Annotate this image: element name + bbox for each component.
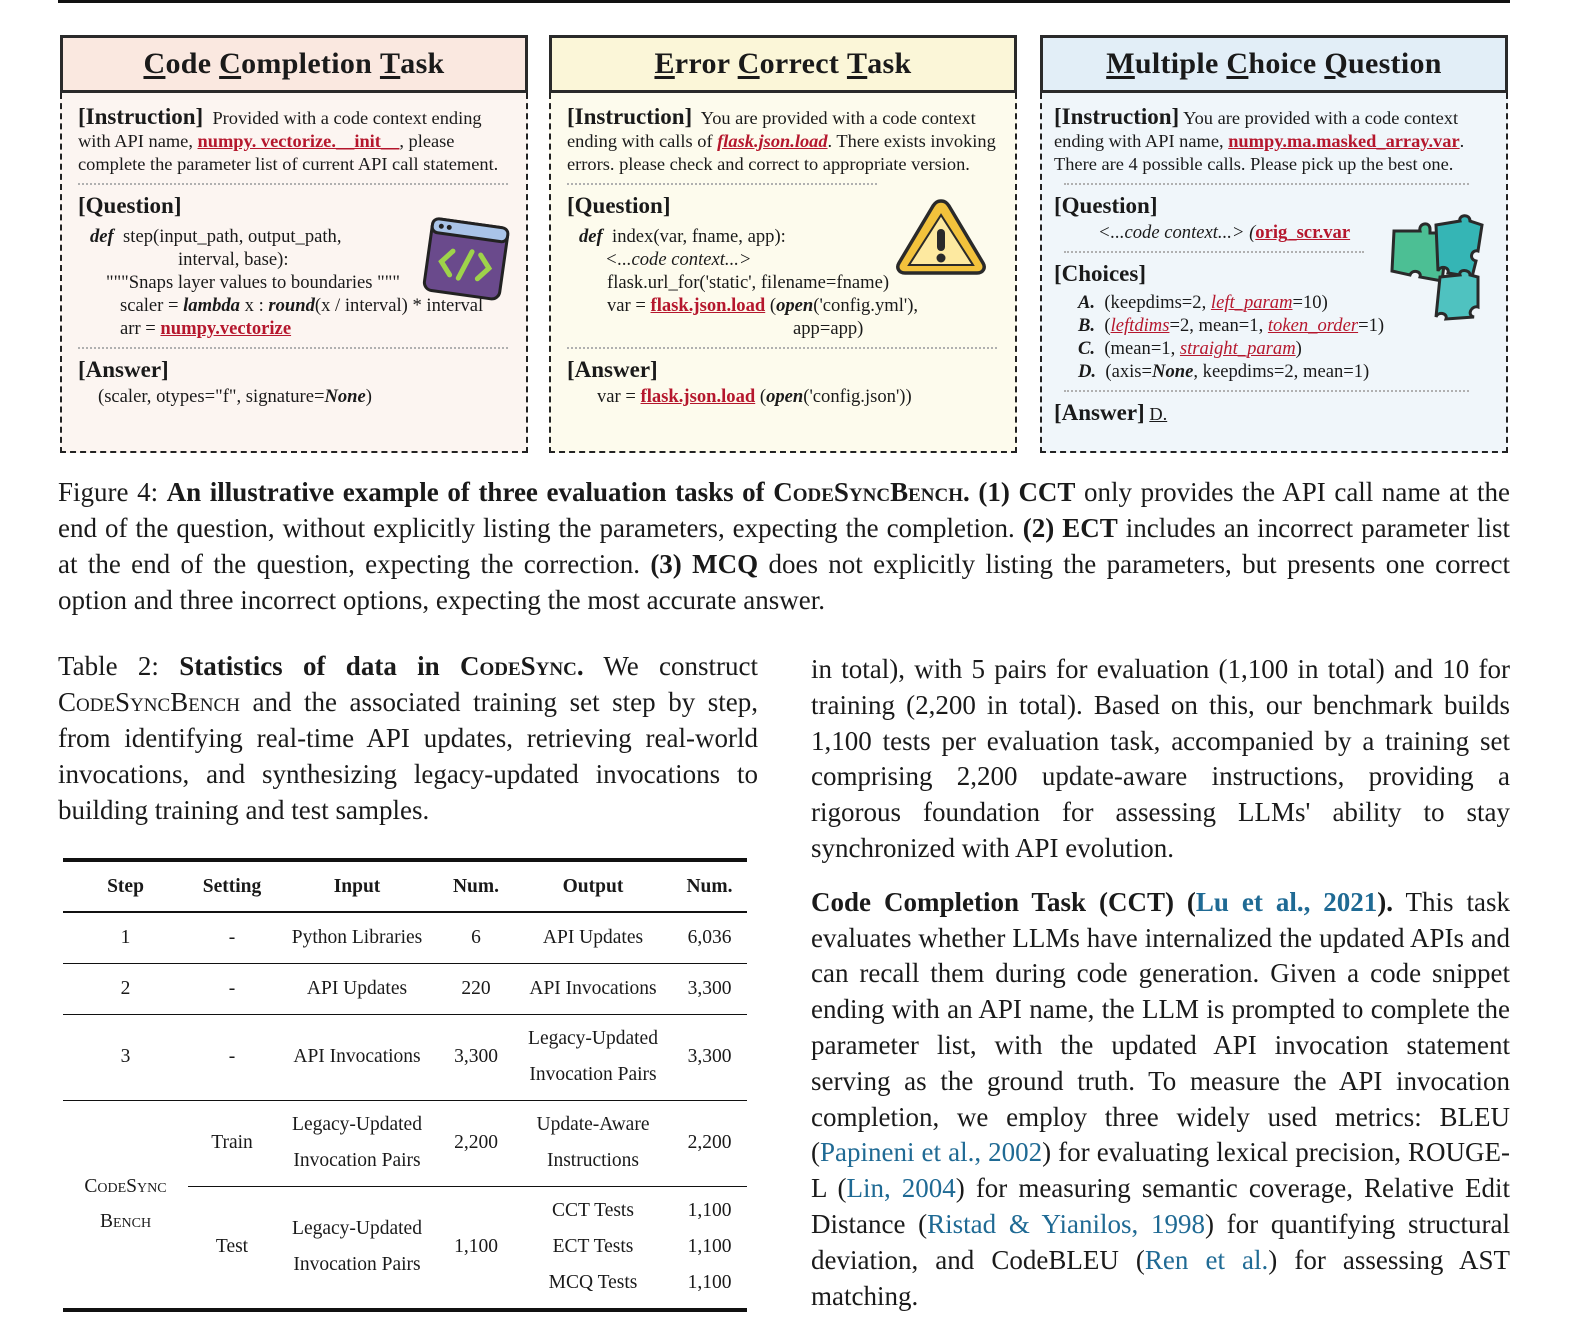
mcq-answer: [Answer] D.	[1054, 400, 1168, 425]
ect-answer: var = flask.json.load (open('config.json'))	[597, 386, 912, 407]
cct-answer: (scaler, otypes="f", signature=None)	[98, 386, 372, 407]
choice-d: D. (axis=None, keepdims=2, mean=1)	[1078, 361, 1370, 382]
ect-question-label: [Question]	[567, 193, 671, 218]
puzzle-icon	[1386, 211, 1488, 323]
cct-question-label: [Question]	[78, 193, 182, 218]
code-window-icon	[420, 213, 512, 305]
warning-icon	[893, 195, 989, 279]
ect-panel	[549, 35, 1017, 453]
table-row: 3 - API Invocations 3,300 Legacy-Updated Invocation Pairs 3,300	[63, 1014, 747, 1100]
table-row: CodeSync Bench Train Legacy-Updated Invocation Pairs 2,200 Update-Aware Instructions 2,200	[63, 1100, 747, 1186]
table-row: Test Legacy-Updated Invocation Pairs 1,100 CCT Tests ECT Tests MCQ Tests 1,100 1,100 1,100	[215, 1200, 732, 1294]
table-header: Step Setting Input Num. Output Num.	[63, 860, 747, 912]
table-caption: Table 2: Statistics of data in CodeSync. We construct CodeSyncBench and the associated training set step by step, from identifying real-time API updates, retrieving real-world invocations, and synthesizing legacy-updated invocations to building training and test samples.	[58, 651, 758, 825]
table-row: 1 - Python Libraries 6 API Updates 6,036	[63, 912, 747, 963]
cct-answer-label: [Answer]	[78, 357, 169, 382]
choice-b: B. (leftdims=2, mean=1, token_order=1)	[1078, 315, 1385, 336]
ect-instruction: [Instruction] You are provided with a code context ending with calls of flask.json.load. There exists invoking errors. please check and correct to appropriate version.	[567, 104, 996, 174]
statistics-table	[63, 858, 747, 1312]
ect-code: def index(var, fname, app): <...code context...> flask.url_for('static', filename=fname) var = flask.json.load (open('config.yml'), app=app)	[579, 226, 919, 339]
choice-c: C. (mean=1, straight_param)	[1078, 338, 1302, 359]
figure-caption: Figure 4: An illustrative example of three evaluation tasks of CodeSyncBench. (1) CCT only provides the API call name at the end of the question, without explicitly listing the parameters, expecting the completion. (2) ECT includes an incorrect parameter list at the end of the question, expecting the correction. (3) MCQ does not explicitly listing the parameters, but presents one correct option and three incorrect options, expecting the most accurate answer.	[58, 477, 1511, 615]
top-rule	[58, 0, 1510, 3]
cct-panel	[60, 35, 528, 453]
cct-title: C ode C ompletion T ask	[60, 35, 528, 93]
mcq-choices-label: [Choices]	[1054, 261, 1146, 286]
table-row: 2 - API Updates 220 API Invocations 3,300	[63, 963, 747, 1014]
ect-title: E rror C orrect T ask	[549, 35, 1017, 93]
mcq-question-label: [Question]	[1054, 193, 1158, 218]
mcq-instruction: [Instruction] You are provided with a code context ending with API name, numpy.ma.masked_array.var. There are 4 possible calls. Please pick up the best one.	[1054, 104, 1465, 174]
body-text-right: in total), with 5 pairs for evaluation (1,100 in total) and 10 for training (2,200 in total). Based on this, our benchmark builds 1,100 tests per evaluation task, accompanied by a training set comprising 2,200 update-aware instructions, providing a rigorous foundation for assessing LLMs' ability to stay synchronized with API evolution. Code Completion Task (CCT) (Lu et al., 2021). This task evaluates whether LLMs have internalized the updated APIs and can recall them during code generation. Given a code snippet ending with an API name, the LLM is prompted to complete the parameter list, with the updated API invocation statement serving as the ground truth. To measure the API invocation completion, we employ three widely used metrics: BLEU (Papineni et al., 2002) for evaluating lexical precision, ROUGE-L (Lin, 2004) for measuring semantic coverage, Relative Edit Distance (Ristad & Yianilos, 1998) for quantifying structural deviation, and CodeBLEU (Ren et al.) for assessing AST matching.	[811, 654, 1511, 1311]
cct-code: def step(input_path, output_path, interval, base): """Snaps layer values to boundaries """ scaler = lambda x : round(x / interval) * interval arr = numpy.vectorize	[90, 226, 484, 339]
mcq-title: M ultiple C hoice Q uestion	[1040, 35, 1508, 93]
mcq-panel	[1040, 35, 1508, 453]
choice-a: A. (keepdims=2, left_param=10)	[1078, 292, 1328, 313]
ect-answer-label: [Answer]	[567, 357, 658, 382]
mcq-question: <...code context...> (orig_scr.var	[1098, 222, 1351, 243]
cct-instruction: [Instruction] Provided with a code context ending with API name, numpy. vectorize.__init__, please complete the parameter list of current API call statement.	[78, 104, 499, 174]
